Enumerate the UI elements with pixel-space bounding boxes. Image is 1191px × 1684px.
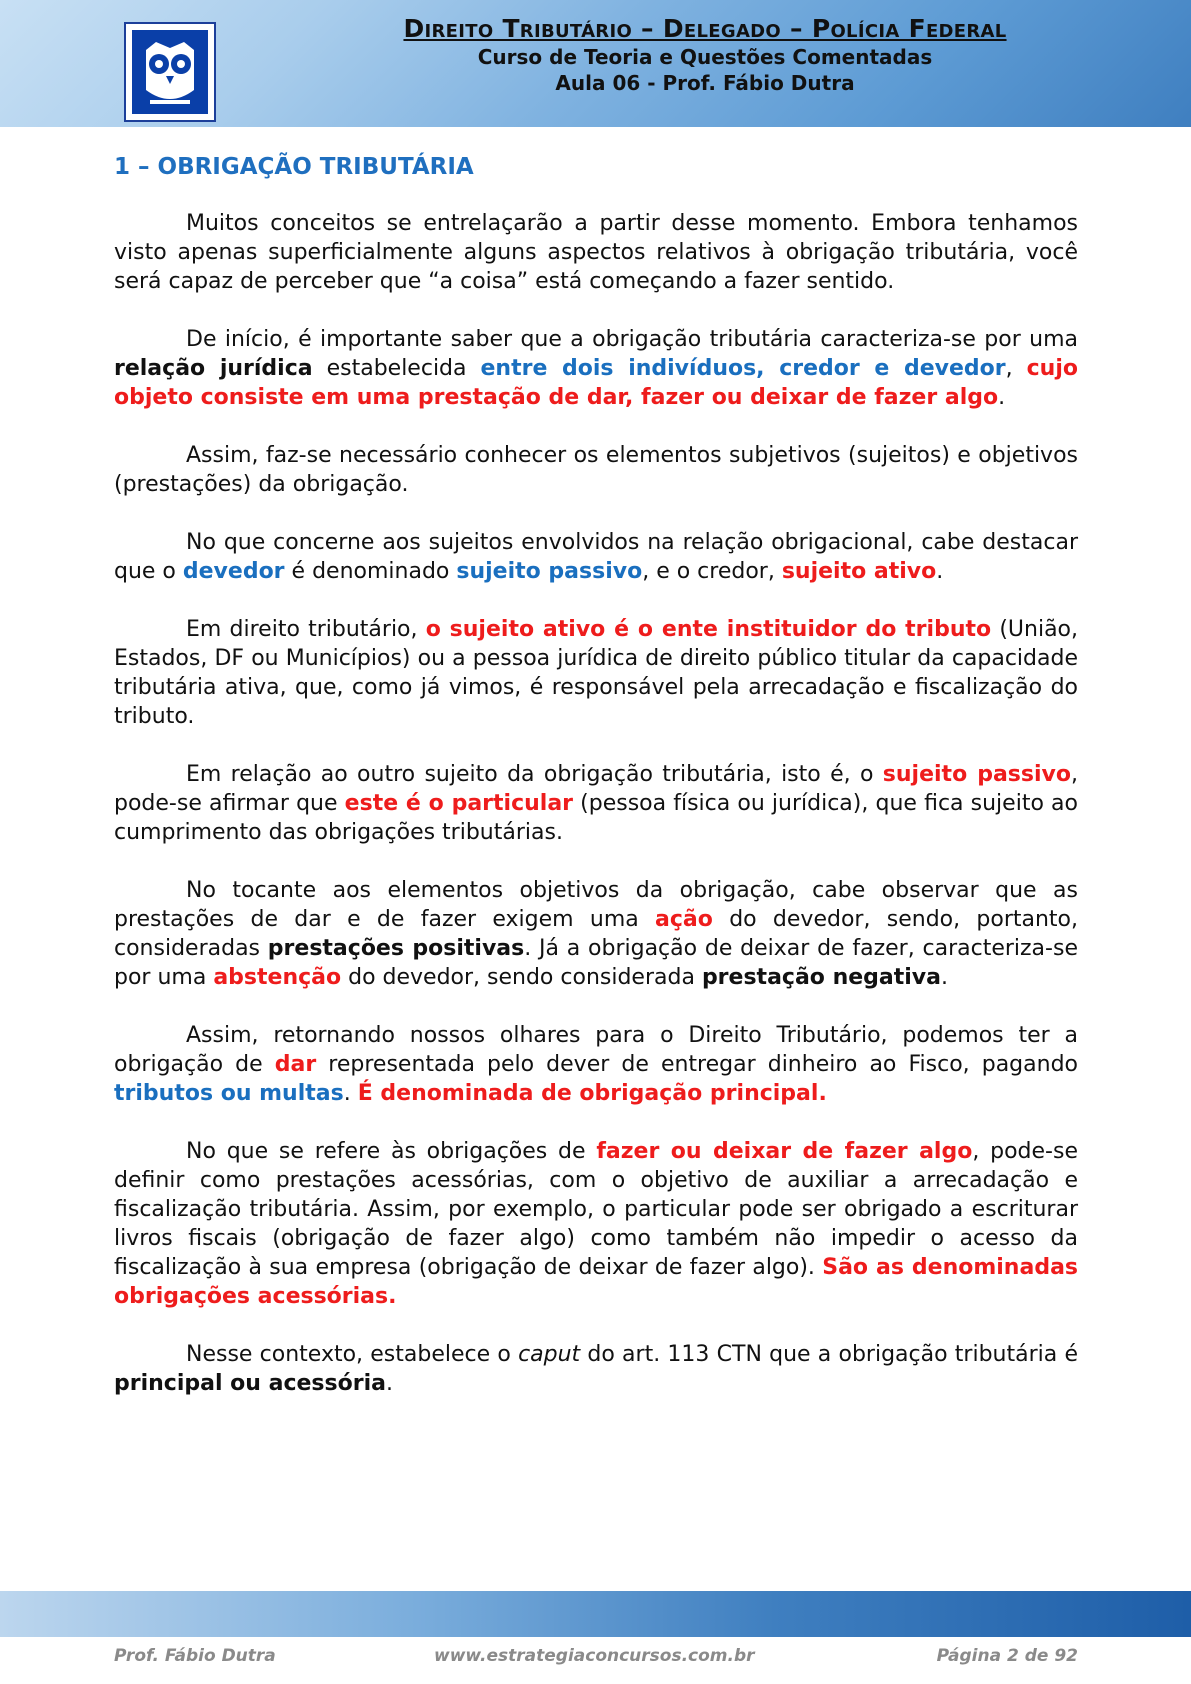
section-title: 1 – OBRIGAÇÃO TRIBUTÁRIA — [114, 154, 474, 180]
body-text: Em direito tributário, — [186, 617, 426, 642]
body-text: (União, Estados, DF ou Municípios) ou a pessoa jurídica de direito público titular da capacidade tributária ativa, que, como já vimos, é responsável pela arrecadação e fiscalização do tributo. — [114, 617, 1078, 729]
body-text: (pessoa física ou jurídica), que fica sujeito ao cumprimento das obrigações tributárias. — [114, 791, 1078, 845]
course-subtitle: Curso de Teoria e Questões Comentadas — [477, 45, 933, 69]
body-text: é denominado — [284, 559, 457, 584]
body-text: . — [998, 385, 1006, 410]
footer-page-number: Página 2 de 92 — [936, 1646, 1078, 1666]
highlighted-text: o sujeito ativo é o ente instituidor do tributo — [425, 617, 992, 642]
header-text — [240, 14, 1170, 96]
highlighted-text: sujeito passivo — [882, 762, 1071, 787]
body-text: Nesse contexto, estabelece o — [186, 1342, 519, 1367]
paragraph — [114, 441, 1078, 499]
highlighted-text: abstenção — [213, 965, 342, 990]
highlighted-text: fazer ou deixar de fazer algo — [596, 1139, 973, 1164]
footer-author: Prof. Fábio Dutra — [114, 1646, 276, 1666]
highlighted-text: tributos ou multas — [114, 1081, 344, 1106]
body-text: . — [936, 559, 944, 584]
footer-site: www.estrategiaconcursos.com.br — [434, 1646, 755, 1666]
owl-logo — [124, 22, 216, 122]
paragraph — [114, 1340, 1078, 1398]
lesson-label: Aula 06 - Prof. Fábio Dutra — [555, 71, 855, 95]
paragraph — [114, 528, 1078, 586]
footer — [114, 1646, 1078, 1672]
highlighted-text: dar — [274, 1052, 317, 1077]
body-text: . Já a obrigação de deixar de fazer, caracteriza-se por uma — [114, 936, 1078, 990]
body-text: . — [385, 1371, 393, 1396]
highlighted-text: devedor — [182, 559, 285, 584]
highlighted-text: sujeito passivo — [456, 559, 643, 584]
footer-band — [0, 1591, 1191, 1637]
highlighted-text: principal ou acessória — [114, 1371, 386, 1396]
owl-icon — [132, 30, 208, 114]
body-text: , — [1005, 356, 1027, 381]
paragraph — [114, 615, 1078, 731]
highlighted-text: entre dois indivíduos, credor e devedor — [480, 356, 1006, 381]
body-text: estabelecida — [312, 356, 481, 381]
body-text: , pode-se afirmar que — [114, 762, 1078, 816]
paragraph — [114, 1137, 1078, 1311]
paragraph — [114, 760, 1078, 847]
main-content — [114, 152, 1078, 1427]
body-text: Assim, faz-se necessário conhecer os elementos subjetivos (sujeitos) e objetivos (prestações) da obrigação. — [114, 443, 1078, 497]
highlighted-text: São as denominadas obrigações acessórias. — [114, 1255, 1079, 1309]
body-text: do devedor, sendo, portanto, consideradas — [114, 907, 1079, 961]
body-text: Assim, retornando nossos olhares para o Direito Tributário, podemos ter a obrigação de — [114, 1023, 1078, 1077]
body-text: do devedor, sendo considerada — [341, 965, 702, 990]
highlighted-text: cujo objeto consiste em uma prestação de dar, fazer ou deixar de fazer algo — [114, 356, 1078, 410]
body-text: Muitos conceitos se entrelaçarão a partir desse momento. Embora tenhamos visto apenas superficialmente alguns aspectos relativos à obrigação tributária, você será capaz de perceber que “a coisa” está começando a fazer sentido. — [114, 211, 1078, 294]
paragraph — [114, 876, 1078, 992]
highlighted-text: relação jurídica — [114, 356, 313, 381]
course-title: Direito Tributário – Delegado – Polícia Federal — [403, 14, 1007, 43]
paragraph — [114, 325, 1078, 412]
highlighted-text: É denominada de obrigação principal. — [357, 1081, 827, 1106]
header-band — [0, 0, 1191, 127]
body-text: . — [343, 1081, 358, 1106]
body-text: , e o credor, — [642, 559, 782, 584]
paragraph-list — [114, 209, 1078, 1398]
body-text: do art. 113 CTN que a obrigação tributária é — [580, 1342, 1078, 1367]
body-text: No tocante aos elementos objetivos da obrigação, cabe observar que as prestações de dar e de fazer exigem uma — [114, 878, 1078, 932]
highlighted-text: este é o particular — [344, 791, 574, 816]
highlighted-text: caput — [518, 1342, 581, 1367]
highlighted-text: prestação negativa — [701, 965, 941, 990]
body-text: . — [941, 965, 948, 990]
body-text: representada pelo dever de entregar dinheiro ao Fisco, pagando — [316, 1052, 1079, 1077]
body-text: De início, é importante saber que a obrigação tributária caracteriza-se por uma — [186, 327, 1078, 352]
body-text: Em relação ao outro sujeito da obrigação tributária, isto é, o — [186, 762, 883, 787]
body-text: No que concerne aos sujeitos envolvidos na relação obrigacional, cabe destacar que o — [114, 530, 1078, 584]
body-text: No que se refere às obrigações de — [186, 1139, 597, 1164]
body-text: , pode-se definir como prestações acessórias, com o objetivo de auxiliar a arrecadação e fiscalização tributária. Assim, por exemplo, o particular pode ser obrigado a escriturar livros fiscais (obrigação de fazer algo) como também não impedir o acesso da fiscalização à sua empresa (obrigação de deixar de fazer algo). — [114, 1139, 1078, 1280]
highlighted-text: sujeito ativo — [781, 559, 937, 584]
highlighted-text: prestações positivas — [267, 936, 525, 961]
paragraph — [114, 1021, 1078, 1108]
highlighted-text: ação — [655, 907, 713, 932]
paragraph — [114, 209, 1078, 296]
